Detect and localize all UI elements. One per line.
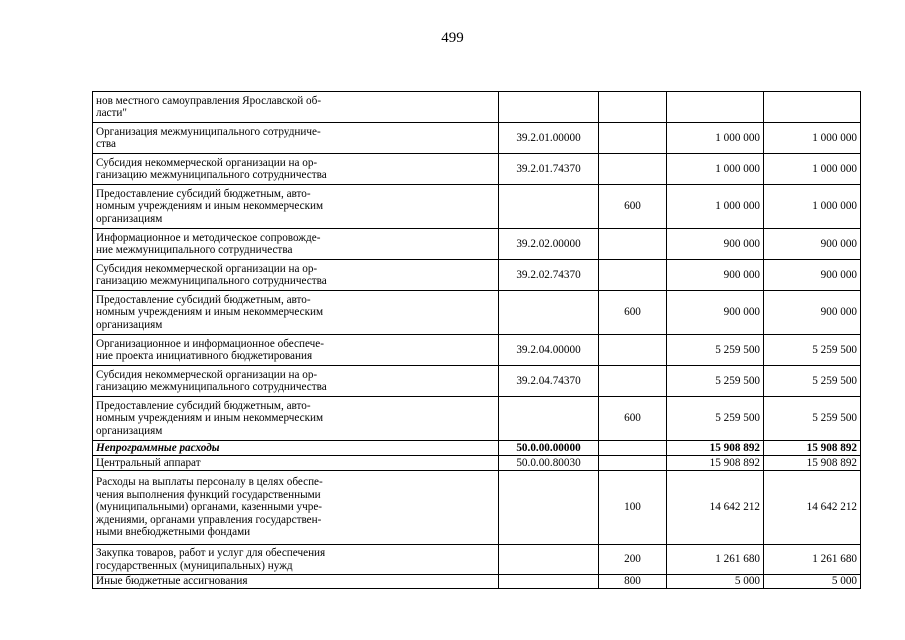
row-code [499, 92, 599, 123]
row-expense-type [599, 366, 667, 397]
row-code [499, 185, 599, 229]
row-sum-1: 5 259 500 [667, 397, 764, 441]
row-code: 50.0.00.00000 [499, 441, 599, 456]
row-expense-type: 200 [599, 545, 667, 575]
row-code: 39.2.02.00000 [499, 229, 599, 260]
row-name [93, 545, 499, 575]
row-name [93, 366, 499, 397]
row-sum-1: 1 000 000 [667, 185, 764, 229]
row-name [93, 185, 499, 229]
row-sum-2: 900 000 [764, 291, 861, 335]
table-row [93, 291, 861, 335]
row-code [499, 397, 599, 441]
row-sum-1: 900 000 [667, 291, 764, 335]
row-name-line: Непрограммные расходы [96, 441, 220, 454]
table-row [93, 123, 861, 154]
row-sum-1: 900 000 [667, 229, 764, 260]
row-code: 39.2.04.00000 [499, 335, 599, 366]
row-name [93, 471, 499, 545]
page-number: 499 [441, 30, 464, 46]
row-sum-2: 14 642 212 [764, 471, 861, 545]
row-name-line: Расходы на выплаты персоналу в целях обеспе- [96, 476, 323, 489]
row-name-line: ства [96, 138, 116, 150]
row-name-line: Закупка товаров, работ и услуг для обеспечения [96, 547, 326, 560]
row-name-line: чения выполнения функций государственными [96, 488, 321, 501]
row-code [499, 545, 599, 575]
row-name [93, 229, 499, 260]
row-expense-type [599, 335, 667, 366]
row-name-line: ными внебюджетными фондами [96, 526, 251, 539]
row-name-line: ждениями, органами управления государствен- [96, 513, 322, 526]
row-expense-type: 800 [599, 575, 667, 589]
row-name-line: ние проекта инициативного бюджетирования [96, 350, 313, 362]
row-name-line: ганизацию межмуниципального сотрудничества [96, 169, 327, 181]
table-row [93, 441, 861, 456]
table-row [93, 545, 861, 575]
budget-table [92, 91, 861, 589]
row-sum-1: 15 908 892 [667, 441, 764, 456]
row-name-line: (муниципальными) органами, казенными учре- [96, 501, 323, 514]
row-sum-2: 5 259 500 [764, 335, 861, 366]
row-name [93, 456, 499, 471]
row-name-line: ганизацию межмуниципального сотрудничества [96, 275, 327, 287]
row-expense-type: 600 [599, 397, 667, 441]
row-name-line: ние межмуниципального сотрудничества [96, 244, 293, 256]
row-name-line: Информационное и методическое сопровожде- [96, 231, 321, 244]
row-sum-1: 1 000 000 [667, 154, 764, 185]
row-code: 39.2.01.00000 [499, 123, 599, 154]
table-row [93, 229, 861, 260]
row-sum-1: 1 000 000 [667, 123, 764, 154]
row-sum-2: 1 000 000 [764, 123, 861, 154]
row-expense-type: 600 [599, 291, 667, 335]
table-row [93, 397, 861, 441]
row-name-line: Организационное и информационное обеспече- [96, 337, 324, 350]
row-expense-type [599, 123, 667, 154]
row-expense-type: 100 [599, 471, 667, 545]
row-sum-2: 1 000 000 [764, 154, 861, 185]
row-sum-2: 15 908 892 [764, 456, 861, 471]
row-name [93, 441, 499, 456]
row-sum-1: 5 259 500 [667, 366, 764, 397]
row-name [93, 123, 499, 154]
row-sum-1 [667, 92, 764, 123]
table-row [93, 456, 861, 471]
row-name-line: государственных (муниципальных) нужд [96, 559, 293, 572]
table-row [93, 335, 861, 366]
row-name-line: Предоставление субсидий бюджетным, авто- [96, 399, 311, 412]
row-sum-1: 900 000 [667, 260, 764, 291]
row-name-line: нов местного самоуправления Ярославской об- [96, 94, 322, 107]
table-row [93, 366, 861, 397]
table-row [93, 92, 861, 123]
row-name-line: Предоставление субсидий бюджетным, авто- [96, 187, 311, 200]
row-sum-2: 900 000 [764, 260, 861, 291]
row-name-line: Центральный аппарат [96, 456, 201, 469]
row-code [499, 291, 599, 335]
row-name-line: номным учреждениям и иным некоммерческим [96, 306, 324, 319]
table-row [93, 260, 861, 291]
row-name-line: организациям [96, 318, 163, 331]
table-row [93, 154, 861, 185]
row-name-line: Предоставление субсидий бюджетным, авто- [96, 293, 311, 306]
row-name [93, 575, 499, 589]
row-name-line: номным учреждениям и иным некоммерческим [96, 412, 324, 425]
row-expense-type: 600 [599, 185, 667, 229]
row-sum-2: 900 000 [764, 229, 861, 260]
row-sum-1: 5 259 500 [667, 335, 764, 366]
row-sum-2: 5 259 500 [764, 366, 861, 397]
row-name [93, 154, 499, 185]
row-expense-type [599, 92, 667, 123]
row-name-line: Организация межмуниципального сотрудниче- [96, 125, 321, 138]
row-name-line: номным учреждениям и иным некоммерческим [96, 200, 324, 213]
row-code [499, 471, 599, 545]
row-sum-2: 15 908 892 [764, 441, 861, 456]
row-name [93, 291, 499, 335]
row-sum-1: 14 642 212 [667, 471, 764, 545]
row-name-line: Субсидия некоммерческой организации на ор- [96, 156, 318, 169]
row-name-line: Субсидия некоммерческой организации на ор- [96, 368, 318, 381]
row-sum-1: 15 908 892 [667, 456, 764, 471]
row-name-line: Субсидия некоммерческой организации на ор- [96, 262, 318, 275]
row-name [93, 397, 499, 441]
row-expense-type [599, 260, 667, 291]
row-expense-type [599, 441, 667, 456]
row-sum-2: 1 000 000 [764, 185, 861, 229]
row-name-line: Иные бюджетные ассигнования [96, 575, 248, 588]
row-expense-type [599, 154, 667, 185]
row-sum-2: 5 000 [764, 575, 861, 589]
row-name [93, 260, 499, 291]
row-code [499, 575, 599, 589]
row-expense-type [599, 456, 667, 471]
row-name [93, 92, 499, 123]
row-sum-2 [764, 92, 861, 123]
row-expense-type [599, 229, 667, 260]
row-sum-1: 5 000 [667, 575, 764, 589]
row-name-line: организациям [96, 424, 163, 437]
table-row [93, 575, 861, 589]
row-code: 39.2.04.74370 [499, 366, 599, 397]
row-name-line: организациям [96, 212, 163, 225]
row-code: 39.2.01.74370 [499, 154, 599, 185]
row-code: 39.2.02.74370 [499, 260, 599, 291]
table-row [93, 471, 861, 545]
row-name-line: ганизацию межмуниципального сотрудничества [96, 381, 327, 393]
row-sum-2: 5 259 500 [764, 397, 861, 441]
row-code: 50.0.00.80030 [499, 456, 599, 471]
row-name-line: ласти" [96, 107, 127, 119]
table-row [93, 185, 861, 229]
row-name [93, 335, 499, 366]
row-sum-1: 1 261 680 [667, 545, 764, 575]
row-sum-2: 1 261 680 [764, 545, 861, 575]
